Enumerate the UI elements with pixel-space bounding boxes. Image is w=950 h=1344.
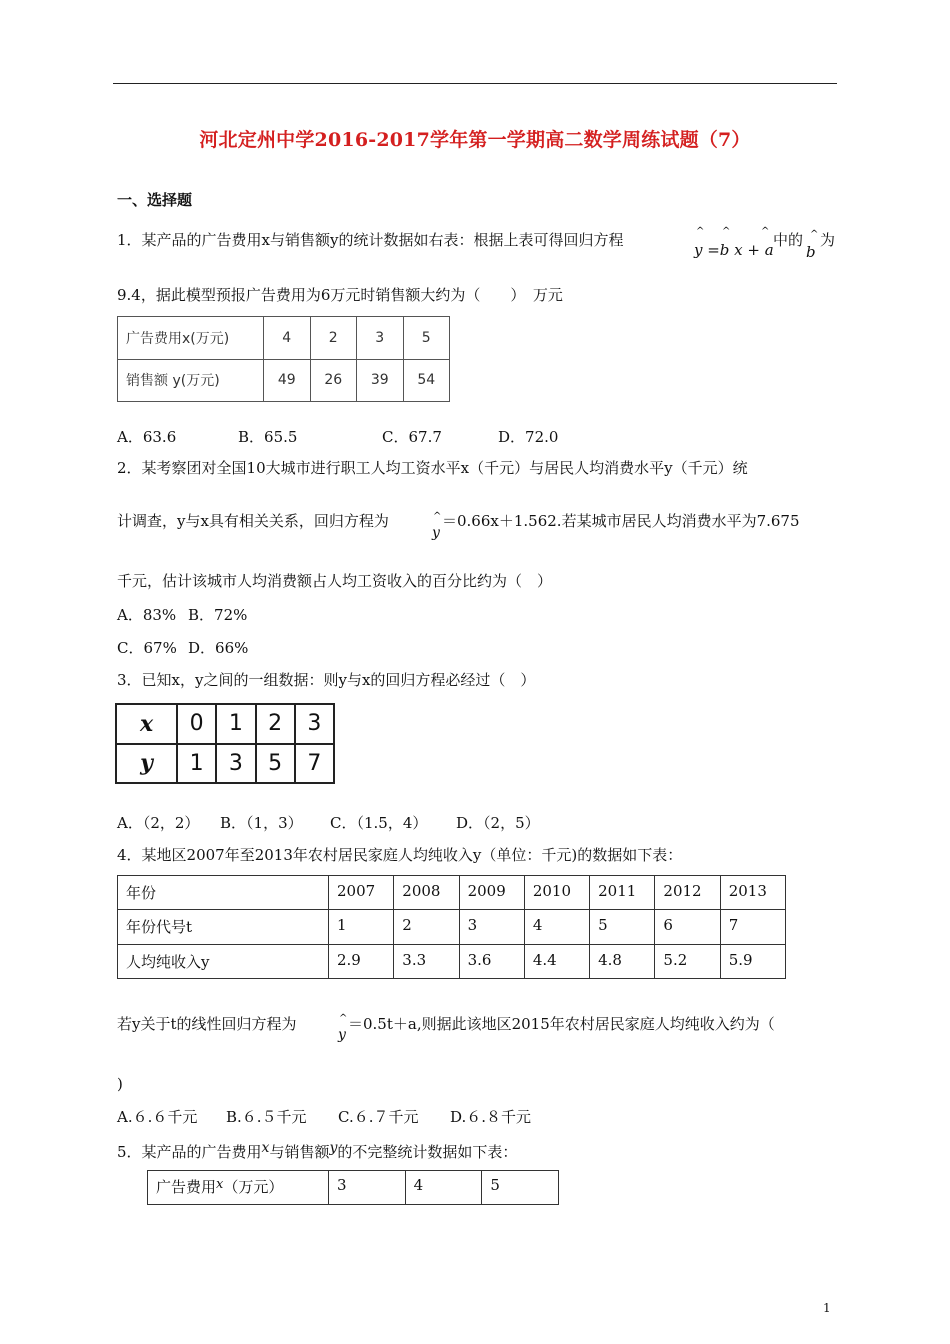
hat-symbol: ^	[722, 226, 731, 237]
table-row	[118, 944, 786, 978]
hat-symbol: ^	[339, 1013, 348, 1024]
table-cell: 39	[357, 359, 404, 402]
table-header-cell: x	[116, 704, 177, 744]
table-cell: 26	[310, 359, 357, 402]
q5-header-x: x	[216, 1177, 224, 1192]
q4-y-symbol: y	[338, 1027, 346, 1043]
q1-data-table	[117, 316, 450, 402]
q1-formula: y =b x + a	[694, 241, 774, 259]
q5-header-a: 广告费用	[156, 1178, 217, 1196]
q2-option-b: B．72%	[188, 606, 248, 624]
q1-option-c: C．67.7	[382, 428, 442, 446]
header-rule	[113, 83, 837, 84]
q4-option-b: B.６.５千元	[226, 1108, 307, 1126]
table-cell: 5.2	[655, 944, 720, 978]
table-cell: 5	[403, 317, 450, 360]
table-cell: 2	[310, 317, 357, 360]
q2-line2b: ＝0.66x＋1.562.若某城市居民人均消费水平为7.675	[442, 512, 800, 530]
table-row	[118, 359, 450, 402]
table-cell: 4	[524, 910, 589, 944]
table-cell: 2007	[329, 876, 394, 910]
table-cell: 3	[295, 704, 334, 744]
q2-line3: 千元，估计该城市人均消费额占人均工资收入的百分比约为（ ）	[117, 572, 553, 590]
section-heading: 一、选择题	[117, 191, 193, 209]
q1-option-b: B．65.5	[238, 428, 298, 446]
q5-text-c: 的不完整统计数据如下表：	[337, 1143, 518, 1161]
table-cell: 54	[403, 359, 450, 402]
q5-header-b: （万元）	[223, 1178, 284, 1196]
q5-text-b: 与销售额	[269, 1143, 330, 1161]
q2-option-d: D．66%	[188, 639, 249, 657]
table-row	[118, 910, 786, 944]
q5-data-table	[147, 1170, 559, 1205]
q4-line-b: ＝0.5t＋a,则据此该地区2015年农村居民家庭人均纯收入约为（	[348, 1015, 775, 1033]
table-cell: 4.8	[590, 944, 655, 978]
q4-option-d: D.６.８千元	[450, 1108, 532, 1126]
q5-line	[117, 1141, 517, 1164]
hat-symbol: ^	[433, 511, 442, 522]
table-cell: 4	[405, 1171, 482, 1205]
table-cell: 2	[256, 704, 295, 744]
q5-text-a: 5．某产品的广告费用	[117, 1143, 262, 1161]
q3-option-d: D．（2，5）	[456, 814, 540, 832]
table-cell: 3	[216, 744, 255, 784]
table-cell: 6	[655, 910, 720, 944]
table-row	[116, 744, 334, 784]
q3-option-c: C．（1.5，4）	[330, 814, 428, 832]
table-cell: 2011	[590, 876, 655, 910]
table-cell: 7	[295, 744, 334, 784]
table-cell: 3	[357, 317, 404, 360]
q3-option-a: A．（2，2）	[117, 814, 200, 832]
q4-option-a: A.６.６千元	[117, 1108, 198, 1126]
table-cell: 1	[329, 910, 394, 944]
q4-data-table	[117, 875, 786, 979]
q5-y-symbol: y	[329, 1140, 338, 1156]
q3-text: 3．已知x，y之间的一组数据：则y与x的回归方程必经过（ ）	[117, 671, 536, 689]
q2-line1: 2．某考察团对全国10大城市进行职工人均工资水平x（千元）与居民人均消费水平y（千元）统	[117, 459, 748, 477]
table-cell: 2	[394, 910, 459, 944]
q1-option-a: A．63.6	[117, 428, 177, 446]
q1-text-c: 为	[820, 231, 836, 249]
table-header-cell: 年份	[118, 876, 329, 910]
q4-line-a: 若y关于t的线性回归方程为	[117, 1015, 297, 1033]
table-cell: 4.4	[524, 944, 589, 978]
q1-text-b: 中的	[773, 231, 804, 249]
q1-b-symbol: b	[806, 243, 816, 261]
table-header-cell	[148, 1171, 329, 1205]
table-header-cell: 广告费用x(万元)	[118, 317, 264, 360]
q5-x-symbol: x	[261, 1140, 270, 1156]
table-header-cell: 人均纯收入y	[118, 944, 329, 978]
page-number: 1	[823, 1301, 831, 1315]
table-header-cell: y	[116, 744, 177, 784]
q1-text-a: 1．某产品的广告费用x与销售额y的统计数据如右表：根据上表可得回归方程	[117, 231, 624, 249]
table-cell: 3.3	[394, 944, 459, 978]
q1-line1	[117, 229, 623, 251]
q4-text: 4．某地区2007年至2013年农村居民家庭人均纯收入y（单位：千元)的数据如下表：	[117, 846, 683, 864]
table-cell: 0	[177, 704, 216, 744]
hat-symbol: ^	[810, 229, 819, 240]
q3-data-table	[115, 703, 335, 784]
table-cell: 5	[256, 744, 295, 784]
table-cell: 4	[264, 317, 311, 360]
table-cell: 1	[177, 744, 216, 784]
table-cell: 2.9	[329, 944, 394, 978]
table-cell: 7	[720, 910, 785, 944]
table-cell: 5	[482, 1171, 559, 1205]
table-cell: 1	[216, 704, 255, 744]
q1-line2: 9.4，据此模型预报广告费用为6万元时销售额大约为（ ） 万元	[117, 286, 563, 304]
table-cell: 5.9	[720, 944, 785, 978]
q4-line2: )	[117, 1075, 123, 1093]
table-cell: 3	[459, 910, 524, 944]
table-cell: 3	[329, 1171, 406, 1205]
table-header-cell: 销售额 y(万元)	[118, 359, 264, 402]
table-cell: 2008	[394, 876, 459, 910]
table-cell: 49	[264, 359, 311, 402]
table-row	[148, 1171, 559, 1205]
table-cell: 5	[590, 910, 655, 944]
table-cell: 2010	[524, 876, 589, 910]
table-cell: 3.6	[459, 944, 524, 978]
table-header-cell: 年份代号t	[118, 910, 329, 944]
table-row	[116, 704, 334, 744]
hat-symbol: ^	[761, 226, 770, 237]
q2-line2a: 计调查，y与x具有相关关系，回归方程为	[117, 512, 389, 530]
hat-symbol: ^	[696, 226, 705, 237]
q1-option-d: D．72.0	[498, 428, 559, 446]
table-row	[118, 876, 786, 910]
q3-option-b: B．（1，3）	[220, 814, 303, 832]
page-title: 河北定州中学2016-2017学年第一学期高二数学周练试题（7）	[199, 129, 751, 151]
q4-option-c: C.６.７千元	[338, 1108, 419, 1126]
table-row	[118, 317, 450, 360]
q2-option-a: A．83%	[117, 606, 177, 624]
q2-option-c: C．67%	[117, 639, 177, 657]
q2-y-symbol: y	[432, 525, 440, 541]
table-cell: 2012	[655, 876, 720, 910]
table-cell: 2013	[720, 876, 785, 910]
table-cell: 2009	[459, 876, 524, 910]
